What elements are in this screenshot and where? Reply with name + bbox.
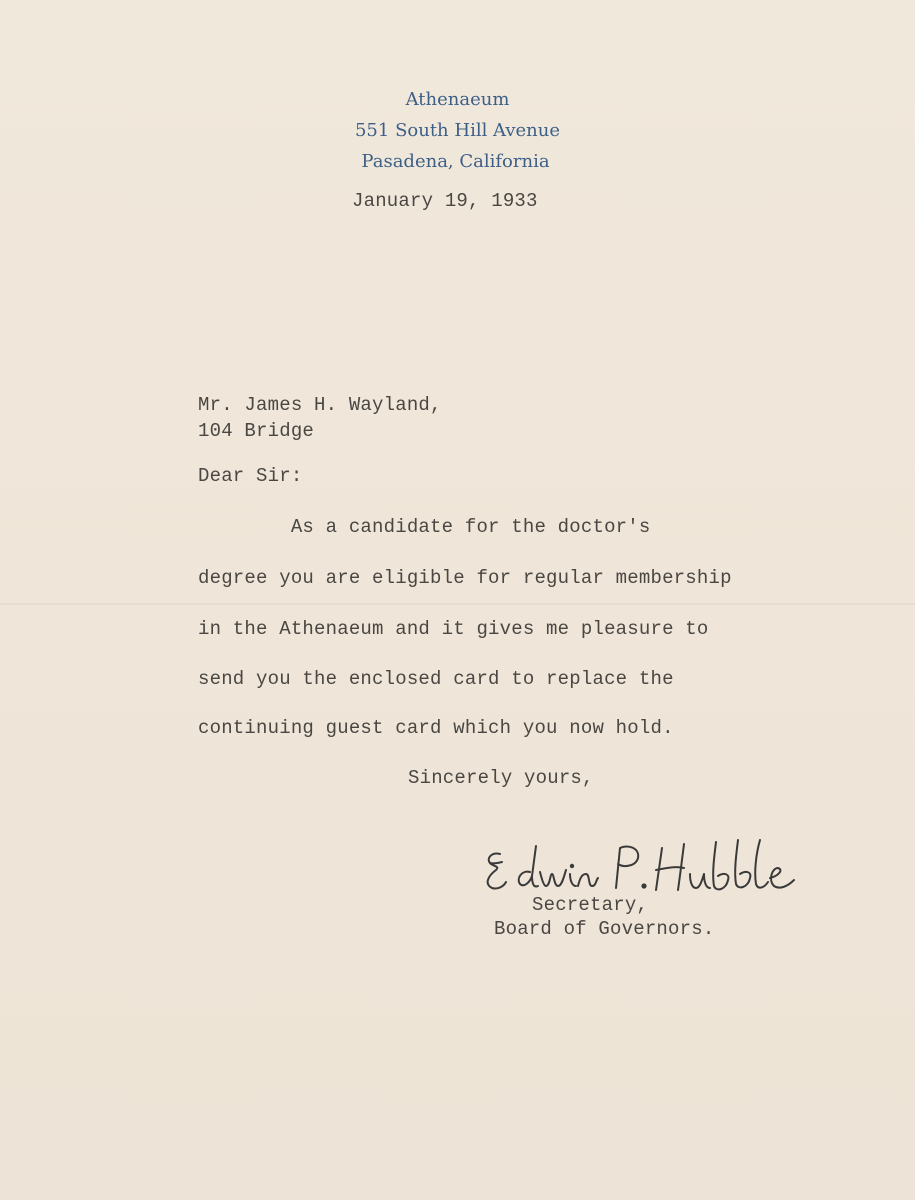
fold-crease xyxy=(0,603,915,605)
salutation: Dear Sir: xyxy=(198,465,303,487)
body-line-2: degree you are eligible for regular membership xyxy=(198,567,732,589)
handwritten-signature xyxy=(478,832,808,902)
body-line-3: in the Athenaeum and it gives me pleasure to xyxy=(198,618,709,640)
body-line-5: continuing guest card which you now hold. xyxy=(198,717,674,739)
addressee-address: 104 Bridge xyxy=(198,420,315,442)
letterhead-street: 551 South Hill Avenue xyxy=(354,120,560,141)
body-line-4: send you the enclosed card to replace the xyxy=(198,668,674,690)
signatory-board: Board of Governors. xyxy=(494,918,715,940)
body-line-1: As a candidate for the doctor's xyxy=(198,516,651,538)
addressee-block xyxy=(198,392,442,444)
letter-date: January 19, 1933 xyxy=(352,190,538,212)
signatory-title: Secretary, xyxy=(532,894,649,916)
addressee-name: Mr. James H. Wayland, xyxy=(198,394,442,416)
letterhead-name: Athenaeum xyxy=(405,89,510,110)
letterhead xyxy=(0,84,915,177)
letterhead-city: Pasadena, California xyxy=(361,151,550,172)
closing: Sincerely yours, xyxy=(408,767,594,789)
